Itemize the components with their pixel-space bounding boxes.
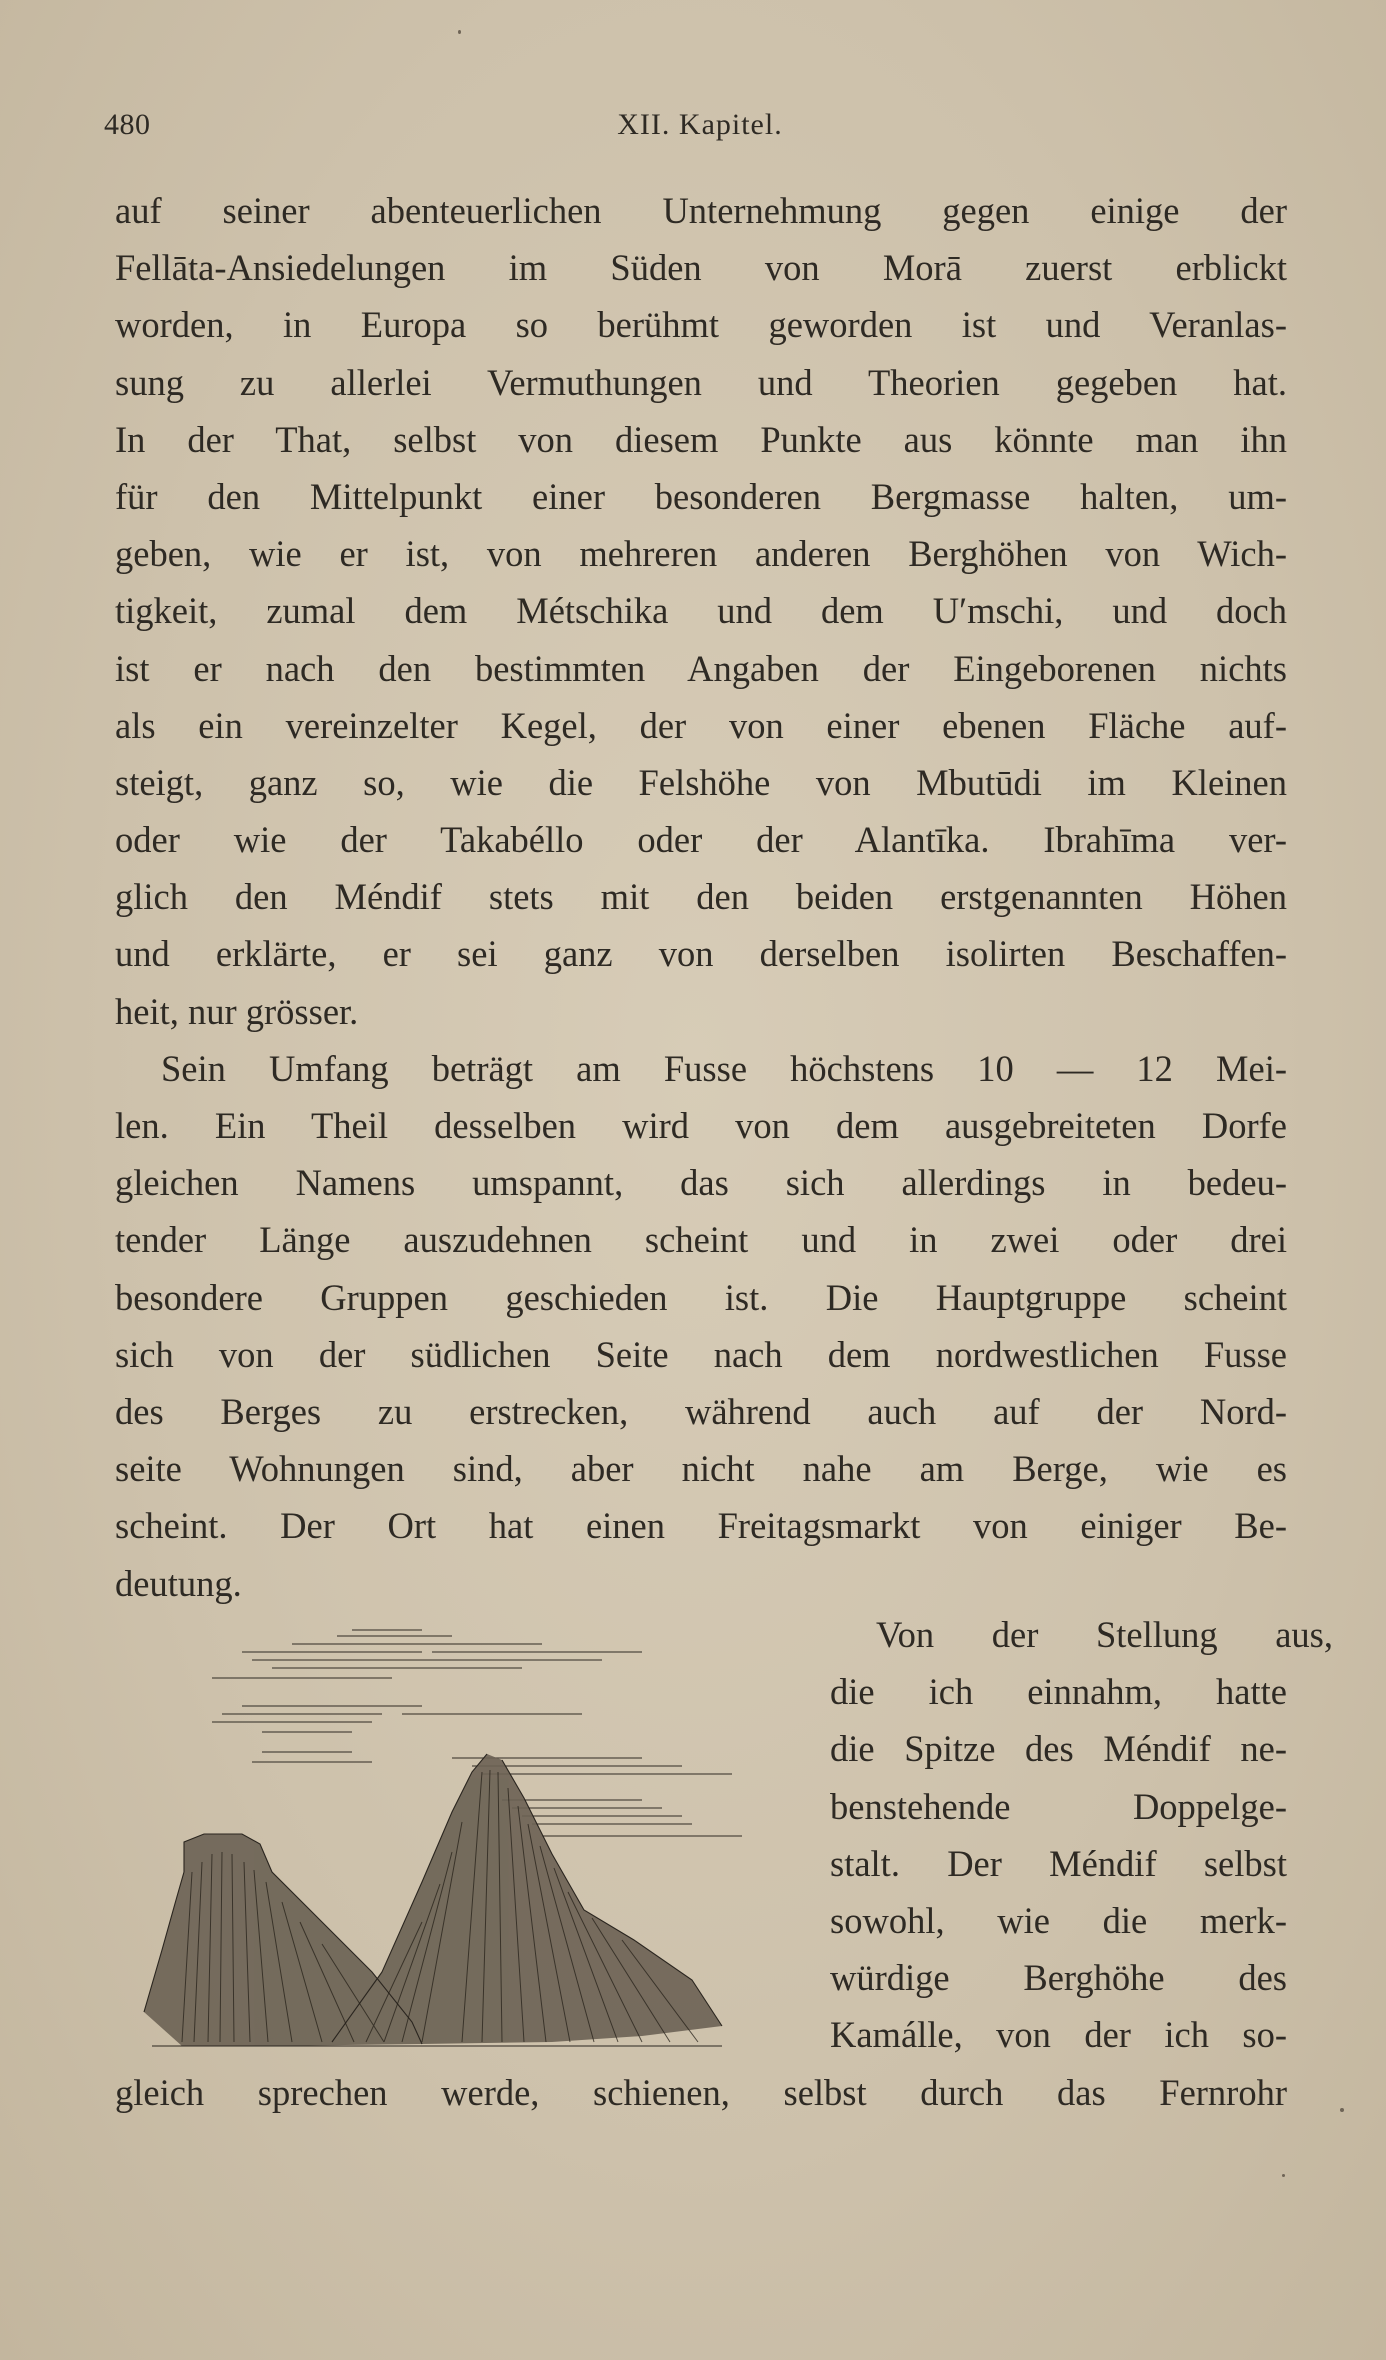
- text-beside-figure: [830, 1606, 1333, 2064]
- text-line: für den Mittelpunkt einer besonderen Bergmasse halten, um-: [115, 475, 1287, 517]
- text-line: auf seiner abenteuerlichen Unternehmung gegen einige der: [115, 190, 1287, 231]
- chapter-title: XII. Kapitel.: [617, 108, 783, 141]
- text-line: scheint. Der Ort hat einen Freitagsmarkt von einiger Be-: [115, 1505, 1287, 1547]
- text-line: als ein vereinzelter Kegel, der von einer ebenen Fläche auf-: [115, 704, 1287, 746]
- paper-speck: [458, 30, 461, 34]
- text-line: die Spitze des Méndif ne-: [830, 1728, 1287, 1770]
- text-line: Kamálle, von der ich so-: [830, 2014, 1287, 2056]
- text-line: sowohl, wie die merk-: [830, 1899, 1287, 1941]
- last-text-line: [115, 2064, 1287, 2121]
- text-line: oder wie der Takabéllo oder der Alantīka. Ibrahīma ver-: [115, 819, 1287, 861]
- page-number: 480: [104, 108, 151, 141]
- text-line: Von der Stellung aus,: [876, 1614, 1333, 1655]
- page-header: [104, 108, 1296, 152]
- text-line: würdige Berghöhe des: [830, 1957, 1287, 1999]
- text-line: Fellāta-Ansiedelungen im Süden von Morā zuerst erblickt: [115, 247, 1287, 289]
- text-line: Sein Umfang beträgt am Fusse höchstens 10 — 12 Mei-: [161, 1047, 1287, 1089]
- text-line: In der That, selbst von diesem Punkte aus könnte man ihn: [115, 418, 1287, 460]
- text-line: len. Ein Theil desselben wird von dem ausgebreiteten Dorfe: [115, 1105, 1287, 1146]
- text-line: sung zu allerlei Vermuthungen und Theorien gegeben hat.: [115, 361, 1287, 403]
- text-line: ist er nach den bestimmten Angaben der Eingeborenen nichts: [115, 647, 1287, 689]
- text-line: stalt. Der Méndif selbst: [830, 1842, 1287, 1884]
- paper-speck: [1340, 2108, 1344, 2112]
- text-line: worden, in Europa so berühmt geworden ist und Veranlas-: [115, 304, 1287, 346]
- text-line: besondere Gruppen geschieden ist. Die Hauptgruppe scheint: [115, 1276, 1287, 1318]
- main-text: [115, 182, 1287, 1612]
- text-line: heit, nur grösser.: [115, 990, 359, 1032]
- text-line: seite Wohnungen sind, aber nicht nahe am Berge, wie es: [115, 1448, 1287, 1490]
- text-line: geben, wie er ist, von mehreren anderen Berghöhen von Wich-: [115, 533, 1287, 575]
- paper-speck: [1282, 2174, 1285, 2177]
- text-line: tigkeit, zumal dem Métschika und dem U′mschi, und doch: [115, 590, 1287, 632]
- text-line: steigt, ganz so, wie die Felshöhe von Mbutūdi im Kleinen: [115, 761, 1287, 803]
- text-line: deutung.: [115, 1562, 242, 1604]
- text-line: des Berges zu erstrecken, während auch auf der Nord-: [115, 1390, 1287, 1432]
- text-line: gleich sprechen werde, schienen, selbst durch das Fernrohr: [115, 2072, 1287, 2113]
- paragraph-2: [115, 1040, 1287, 1612]
- text-line: gleichen Namens umspannt, das sich allerdings in bedeu-: [115, 1162, 1287, 1204]
- text-line: sich von der südlichen Seite nach dem nordwestlichen Fusse: [115, 1333, 1287, 1375]
- text-line: und erklärte, er sei ganz von derselben isolirten Beschaffen-: [115, 933, 1287, 975]
- text-line: tender Länge auszudehnen scheint und in zwei oder drei: [115, 1219, 1287, 1261]
- paragraph-1: [115, 182, 1287, 1040]
- text-line: benstehende Doppelge-: [830, 1785, 1287, 1827]
- text-line: die ich einnahm, hatte: [830, 1671, 1287, 1713]
- mountain-engraving-icon: [122, 1622, 812, 2062]
- text-line: glich den Méndif stets mit den beiden erstgenannten Höhen: [115, 876, 1287, 918]
